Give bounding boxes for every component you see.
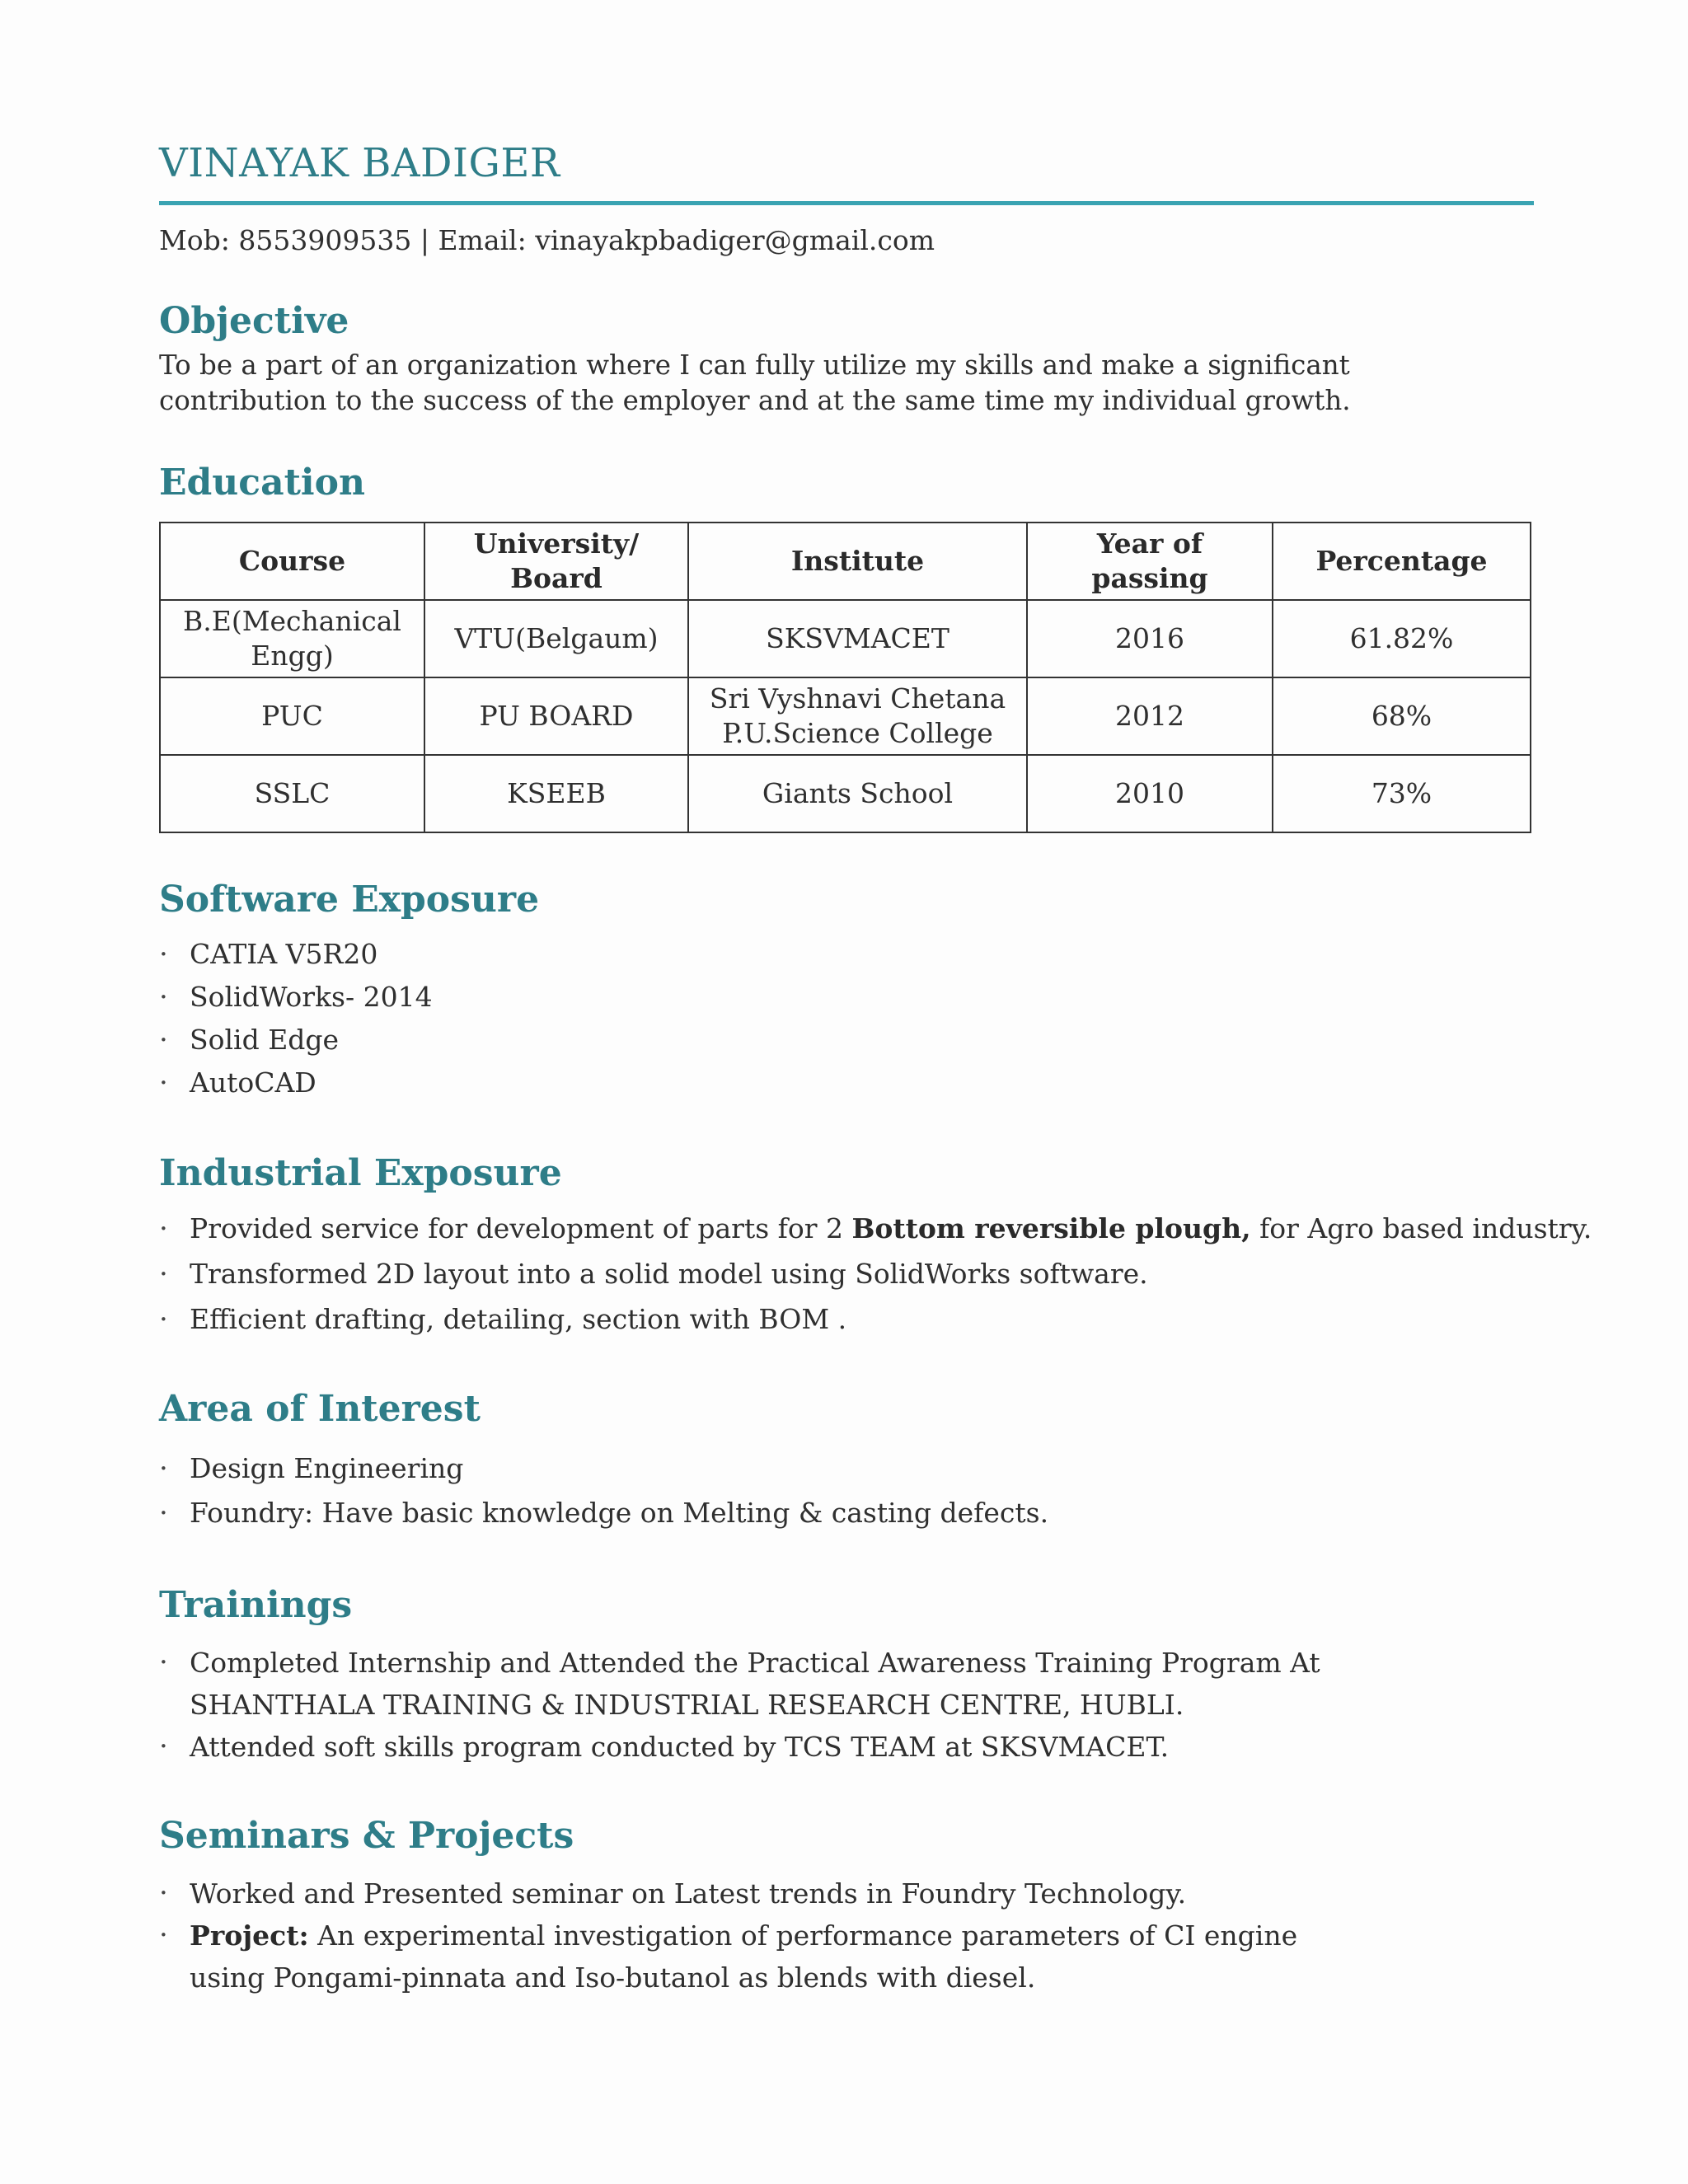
industrial-heading: Industrial Exposure [159,1152,562,1194]
list-item [159,1212,1592,1258]
trainings-list [159,1642,1475,1768]
table-row [160,755,1531,832]
table-cell: 2016 [1027,600,1273,677]
list-item: · Design Engineering [159,1452,1048,1497]
candidate-name: VINAYAK BADIGER [159,140,560,186]
list-item: · Efficient drafting, detailing, section with BOM . [159,1303,1592,1348]
contact-info: Mob: 8553909535 | Email: vinayakpbadiger@gmail.com [159,224,935,256]
column-header: Course [160,523,424,600]
column-header: Year of passing [1027,523,1273,600]
header-divider [159,201,1534,205]
table-cell: KSEEB [424,755,688,832]
list-item: · Transformed 2D layout into a solid model using SolidWorks software. [159,1258,1592,1303]
item-bold-text: Project: [190,1919,309,1952]
table-cell: PUC [160,677,424,755]
table-cell: 61.82% [1273,600,1531,677]
item-text: Provided service for development of parts for 2 [190,1212,852,1244]
software-heading: Software Exposure [159,879,540,921]
trainings-heading: Trainings [159,1584,353,1626]
list-item: · Worked and Presented seminar on Latest trends in Foundry Technology. [159,1872,1360,1915]
table-cell: 2010 [1027,755,1273,832]
table-row [160,600,1531,677]
list-item: · Completed Internship and Attended the Practical Awareness Training Program At SHANTHALA TRAINING & INDUSTRIAL RESEARCH CENTRE, HUBLI. [159,1642,1475,1726]
table-cell: Giants School [688,755,1027,832]
table-cell: B.E(Mechanical Engg) [160,600,424,677]
column-header: University/ Board [424,523,688,600]
software-list [159,938,433,1109]
item-text: An experimental investigation of performance parameters of CI engine using Pongami-pinnata and Iso-butanol as blends with diesel. [190,1919,1298,1994]
column-header: Institute [688,523,1027,600]
table-row [160,677,1531,755]
table-cell: 2012 [1027,677,1273,755]
list-item: · CATIA V5R20 [159,938,433,981]
table-header-row [160,523,1531,600]
item-bold-text: Bottom reversible plough, [851,1212,1251,1244]
industrial-list [159,1212,1592,1348]
list-item [159,1915,1360,1999]
table-cell: Sri Vyshnavi Chetana P.U.Science College [688,677,1027,755]
table-cell: PU BOARD [424,677,688,755]
objective-heading: Objective [159,300,349,342]
table-cell: SKSVMACET [688,600,1027,677]
list-item: · Solid Edge [159,1024,433,1066]
table-cell: SSLC [160,755,424,832]
list-item: · Attended soft skills program conducted by TCS TEAM at SKSVMACET. [159,1726,1475,1768]
list-item: · SolidWorks- 2014 [159,981,433,1024]
interest-heading: Area of Interest [159,1388,481,1430]
item-text: for Agro based industry. [1250,1212,1592,1244]
list-item: · AutoCAD [159,1066,433,1109]
table-cell: 73% [1273,755,1531,832]
education-heading: Education [159,462,365,504]
seminars-list [159,1872,1360,1999]
list-item: · Foundry: Have basic knowledge on Melting & casting defects. [159,1497,1048,1541]
column-header: Percentage [1273,523,1531,600]
table-cell: VTU(Belgaum) [424,600,688,677]
table-cell: 68% [1273,677,1531,755]
education-table [159,522,1531,833]
interest-list [159,1452,1048,1541]
objective-text: To be a part of an organization where I can fully utilize my skills and make a significant contribution to the success of the employer and at the same time my individual growth. [159,349,1351,416]
seminars-heading: Seminars & Projects [159,1815,574,1857]
